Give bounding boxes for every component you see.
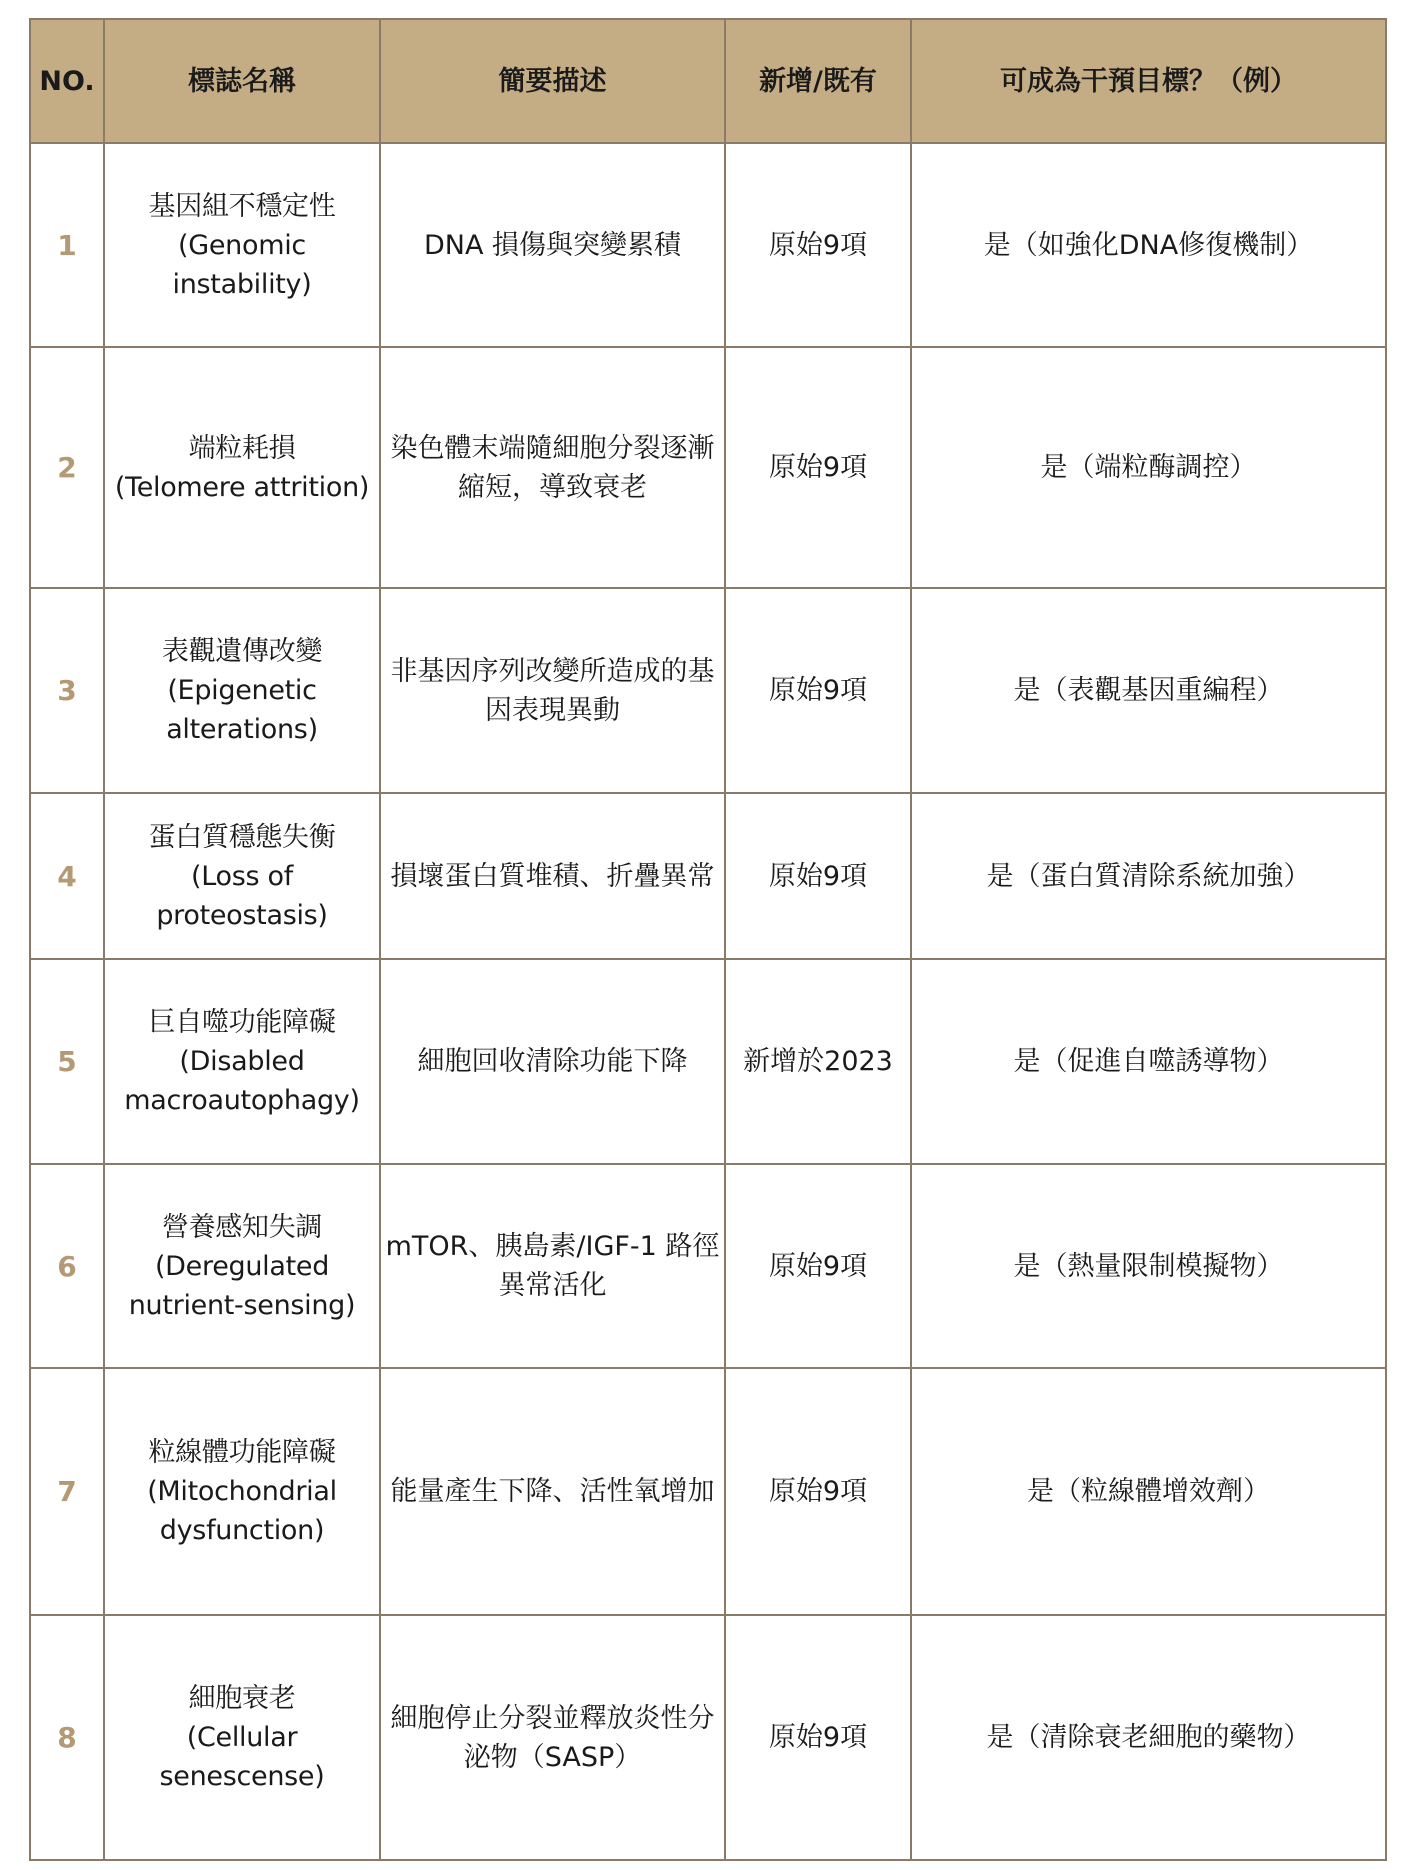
hallmark-description: 細胞回收清除功能下降 [380, 959, 725, 1164]
hallmark-status: 原始9項 [725, 143, 911, 347]
hallmark-status: 原始9項 [725, 1615, 911, 1860]
intervention-target: 是（蛋白質清除系統加強） [911, 793, 1386, 959]
row-number: 6 [30, 1164, 104, 1368]
table-row [30, 347, 1386, 588]
hallmark-name: 蛋白質穩態失衡 (Loss of proteostasis) [104, 793, 380, 959]
hallmark-description: 非基因序列改變所造成的基因表現異動 [380, 588, 725, 793]
hallmark-name: 粒線體功能障礙 (Mitochondrial dysfunction) [104, 1368, 380, 1615]
row-number: 3 [30, 588, 104, 793]
intervention-target: 是（如強化DNA修復機制） [911, 143, 1386, 347]
header-description: 簡要描述 [380, 19, 725, 143]
row-number: 2 [30, 347, 104, 588]
intervention-target: 是（促進自噬誘導物） [911, 959, 1386, 1164]
hallmark-description: mTOR、胰島素/IGF-1 路徑異常活化 [380, 1164, 725, 1368]
hallmark-name: 營養感知失調 (Deregulated nutrient-sensing) [104, 1164, 380, 1368]
row-number: 1 [30, 143, 104, 347]
row-number: 4 [30, 793, 104, 959]
hallmark-status: 原始9項 [725, 793, 911, 959]
header-target: 可成為干預目標？（例） [911, 19, 1386, 143]
row-number: 8 [30, 1615, 104, 1860]
hallmark-description: 損壞蛋白質堆積、折疊異常 [380, 793, 725, 959]
hallmark-status: 原始9項 [725, 1164, 911, 1368]
intervention-target: 是（粒線體增效劑） [911, 1368, 1386, 1615]
table-row [30, 588, 1386, 793]
hallmark-name: 細胞衰老 (Cellular senescense) [104, 1615, 380, 1860]
hallmark-status: 原始9項 [725, 588, 911, 793]
hallmark-description: 染色體末端隨細胞分裂逐漸縮短，導致衰老 [380, 347, 725, 588]
intervention-target: 是（端粒酶調控） [911, 347, 1386, 588]
header-row [30, 19, 1386, 143]
hallmark-name: 表觀遺傳改變 (Epigenetic alterations) [104, 588, 380, 793]
hallmark-description: 細胞停止分裂並釋放炎性分泌物（SASP） [380, 1615, 725, 1860]
hallmark-status: 原始9項 [725, 1368, 911, 1615]
hallmark-status: 原始9項 [725, 347, 911, 588]
hallmarks-table [29, 18, 1387, 1861]
table-row [30, 793, 1386, 959]
header-no: NO. [30, 19, 104, 143]
intervention-target: 是（表觀基因重編程） [911, 588, 1386, 793]
intervention-target: 是（熱量限制模擬物） [911, 1164, 1386, 1368]
header-name: 標誌名稱 [104, 19, 380, 143]
hallmark-name: 端粒耗損 (Telomere attrition) [104, 347, 380, 588]
row-number: 5 [30, 959, 104, 1164]
row-number: 7 [30, 1368, 104, 1615]
table-row [30, 143, 1386, 347]
header-status: 新增/既有 [725, 19, 911, 143]
hallmark-description: 能量產生下降、活性氧增加 [380, 1368, 725, 1615]
table-row [30, 959, 1386, 1164]
intervention-target: 是（清除衰老細胞的藥物） [911, 1615, 1386, 1860]
hallmark-status: 新增於2023 [725, 959, 911, 1164]
table-row [30, 1164, 1386, 1368]
table-row [30, 1368, 1386, 1615]
table-row [30, 1615, 1386, 1860]
hallmark-name: 基因組不穩定性 (Genomic instability) [104, 143, 380, 347]
hallmark-description: DNA 損傷與突變累積 [380, 143, 725, 347]
table-header [30, 19, 1386, 143]
hallmark-name: 巨自噬功能障礙 (Disabled macroautophagy) [104, 959, 380, 1164]
table-body [30, 143, 1386, 1860]
